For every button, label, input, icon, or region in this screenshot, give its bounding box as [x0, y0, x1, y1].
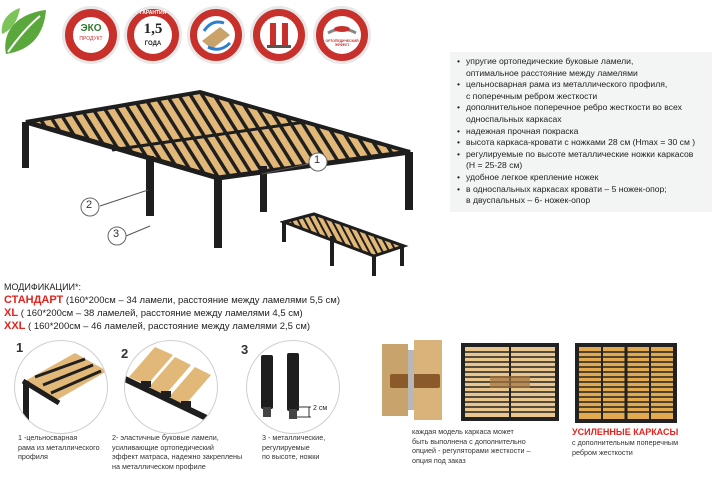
detail-number-2: 2 [121, 346, 129, 361]
detail-legs-circle [246, 340, 340, 434]
reinforced-frames-caption: с дополнительным поперечным ребром жесткости [572, 438, 679, 457]
air-flow-badge-icon [187, 6, 245, 64]
modification-standard [4, 294, 340, 306]
eco-badge-line1: ЭКО [80, 23, 102, 34]
modification-name: XL [4, 307, 19, 319]
callout-3: 3 [113, 228, 120, 240]
warranty-badge-bottom: ГОДА [144, 41, 162, 47]
feature-item: • в односпальных каркасах кровати – 5 ножек-опор; в двуспальных – 6- ножек-опор [456, 184, 708, 207]
reinforced-frame-top-view [574, 342, 678, 424]
bed-frame-top-view-with-regulators [460, 342, 560, 422]
single-bed-frame-illustration [280, 210, 410, 280]
callout-2: 2 [86, 199, 93, 211]
feature-item: • упругие ортопедические буковые ламели, оптимальное расстояние между ламелями [456, 56, 708, 79]
detail-caption-1: 1 -цельносварная рама из металлического профиля [18, 433, 100, 462]
detail-number-1: 1 [16, 340, 24, 355]
modification-name: СТАНДАРТ [4, 294, 64, 306]
leg-adjust-dimension: 2 см [313, 405, 328, 412]
orthopedic-badge-label: ОРТОПЕДИЧЕСКИЙ ЭФФЕКТ [325, 39, 359, 47]
warranty-badge [124, 6, 182, 64]
stiffness-regulator-photo [380, 340, 452, 420]
leaf-logo-icon [0, 4, 50, 60]
feature-item: • надежная прочная покраска [456, 126, 708, 138]
warranty-badge-top: ГАРАНТИЯ [139, 10, 167, 16]
eco-badge-line2: ПРОДУКТ [79, 36, 103, 42]
callout-1: 1 [314, 154, 321, 166]
modifications-title: МОДИФИКАЦИИ*: [4, 282, 82, 292]
feature-item: • цельносварная рама из металлического профиля, с поперечным ребром жесткости [456, 79, 708, 102]
modification-desc: (160*200см – 34 ламели, расстояние между ламелями 5,5 см) [63, 295, 340, 306]
modification-desc: ( 160*200см – 38 ламелей, расстояние между ламелями 4,5 см) [18, 308, 303, 319]
detail-caption-2: 2- эластичные буковые ламели, усиливающие ортопедический эффект матраса, надежно закреплены на металлическом профиле [112, 433, 243, 471]
reinforced-frames-title: УСИЛЕННЫЕ КАРКАСЫ [572, 427, 679, 437]
modification-xl [4, 307, 303, 319]
detail-frame-circle [14, 340, 108, 434]
feature-item: • высота каркаса-кровати с ножками 28 см (Hmax = 30 см ) [456, 137, 708, 149]
frame-quality-badge-icon [250, 6, 308, 64]
detail-slats-circle [124, 340, 218, 434]
modification-xxl [4, 320, 310, 332]
eco-product-badge [62, 6, 120, 64]
features-panel [450, 52, 712, 212]
detail-number-3: 3 [241, 342, 249, 357]
modification-desc: ( 160*200см – 46 ламелей, расстояние между ламелями 2,5 см) [25, 321, 311, 332]
orthopedic-effect-badge [313, 6, 371, 64]
detail-caption-3: 3 - металлические, регулируемые по высоте, ножки [262, 433, 326, 462]
regulator-option-caption: каждая модель каркаса может быть выполнена с дополнительно опцией - регуляторами жесткости – опция под заказ [412, 427, 531, 465]
warranty-badge-value: 1,5 [143, 21, 163, 37]
feature-item: • дополнительное поперечное ребро жесткости во всех односпальных каркасах [456, 102, 708, 125]
feature-item: • регулируемые по высоте металлические ножки каркасов (H = 25-28 см) [456, 149, 708, 172]
feature-item: • удобное легкое крепление ножек [456, 172, 708, 184]
modification-name: XXL [4, 320, 26, 332]
